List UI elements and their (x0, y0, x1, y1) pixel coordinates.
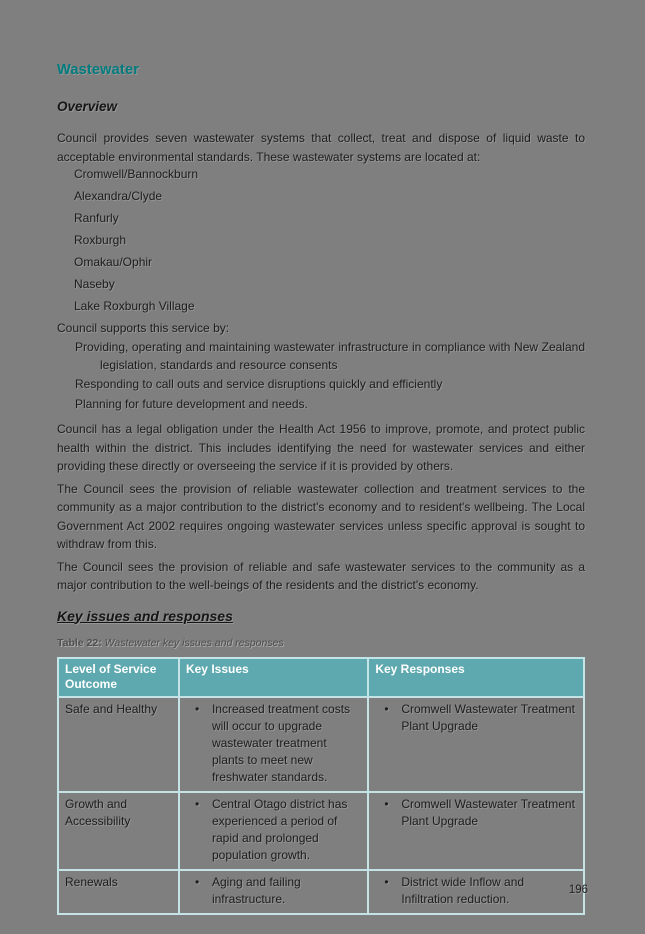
table-header-row (58, 658, 584, 697)
list-item: Naseby (74, 277, 115, 291)
issue-text: Aging and failing infrastructure. (211, 874, 301, 906)
table-row (58, 792, 584, 870)
key-issues-table (57, 657, 585, 915)
bullet-icon: • (384, 874, 389, 889)
overview-heading: Overview (57, 99, 118, 114)
paragraph-reliable-services: The Council sees the provision of reliable wastewater collection and treatment services to the community as a major contribution to the district's economy and to resident's wellbeing. The Local Government Act 2002 requires ongoing wastewater services unless specific approval is sought to withdraw from this. (57, 481, 585, 551)
paragraph-health-act: Council has a legal obligation under the Health Act 1956 to improve, promote, and protect public health within the district. This includes identifying the need for wastewater services and either providing these directly or overseeing the service if it is provided by others. (57, 422, 585, 473)
support-item: Planning for future development and needs. (75, 396, 308, 411)
overview-intro-paragraph: Council provides seven wastewater systems that collect, treat and dispose of liquid waste to acceptable environmental standards. These wastewater systems are located at: (57, 131, 585, 164)
cell-response (368, 697, 584, 792)
response-text: Cromwell Wastewater Treatment Plant Upgrade (401, 796, 575, 828)
cell-response (368, 792, 584, 870)
cell-issue (179, 697, 368, 792)
bullet-icon: • (384, 701, 389, 716)
list-item: Omakau/Ophir (74, 255, 153, 269)
key-issues-heading: Key issues and responses (57, 607, 233, 624)
support-item: Providing, operating and maintaining wastewater infrastructure in compliance with New Zealand legislation, standards and resource consents (75, 340, 585, 372)
response-text: Cromwell Wastewater Treatment Plant Upgrade (401, 701, 575, 733)
issue-text: Central Otago district has experienced a period of rapid and prolonged population growth. (211, 796, 348, 862)
cell-outcome: Safe and Healthy (58, 697, 179, 792)
page-number: 196 (568, 884, 588, 896)
cell-issue (179, 870, 368, 914)
cell-outcome: Renewals (58, 870, 179, 914)
list-item: Cromwell/Bannockburn (74, 167, 199, 181)
table-row (58, 870, 584, 914)
cell-issue (179, 792, 368, 870)
list-item: Ranfurly (74, 211, 119, 225)
list-item: Roxburgh (74, 233, 127, 247)
support-item: Responding to call outs and service disruptions quickly and efficiently (75, 377, 443, 391)
list-item: Alexandra/Clyde (74, 189, 163, 203)
bullet-icon: • (194, 874, 200, 889)
page-content (57, 62, 585, 915)
column-header-responses: Key Responses (368, 658, 584, 697)
wastewater-locations-list (57, 166, 585, 315)
page-title: Wastewater (57, 62, 140, 78)
bullet-icon: • (384, 796, 389, 811)
cell-response (368, 870, 584, 914)
supports-intro: Council supports this service by: (57, 321, 230, 335)
table-row (58, 697, 584, 792)
issue-text: Increased treatment costs will occur to upgrade wastewater treatment plants to meet new freshwater standards. (211, 701, 351, 784)
table-caption-label: Table 22: (57, 636, 102, 649)
bullet-icon: • (194, 796, 200, 811)
cell-outcome: Growth and Accessibility (58, 792, 179, 870)
paragraph-safe-services: The Council sees the provision of reliable and safe wastewater services to the community as a major contribution to the well-beings of the residents and the district's economy. (57, 559, 585, 592)
bullet-icon: • (194, 701, 200, 716)
table-caption (57, 637, 585, 650)
list-item: Lake Roxburgh Village (74, 299, 195, 313)
column-header-issues: Key Issues (179, 658, 368, 697)
table-caption-text: Wastewater key issues and responses (104, 636, 284, 649)
column-header-outcome: Level of Service Outcome (58, 658, 179, 697)
response-text: District wide Inflow and Infiltration reduction. (401, 874, 525, 906)
